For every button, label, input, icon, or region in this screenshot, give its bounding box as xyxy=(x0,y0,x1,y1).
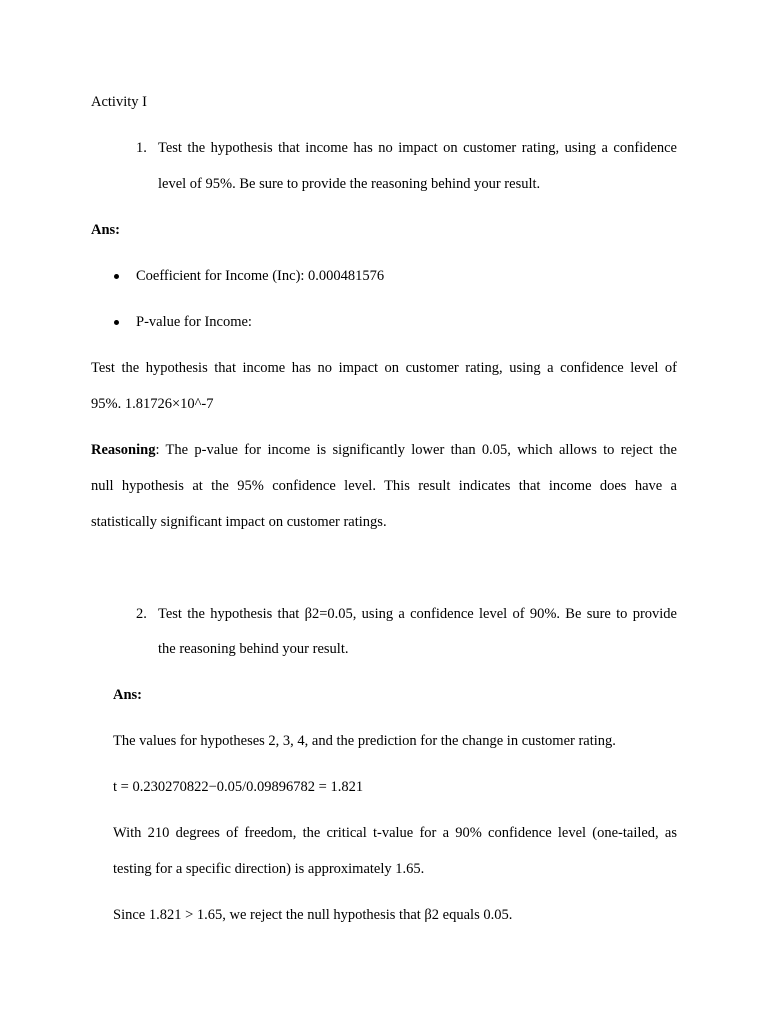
conclusion-line: Since 1.821 > 1.65, we reject the null hypothesis that β2 equals 0.05. xyxy=(113,907,513,923)
activity-heading: Activity I xyxy=(91,94,147,110)
bullet-text: P-value for Income: xyxy=(136,314,252,330)
question-1-number: 1. xyxy=(136,140,147,156)
restatement-line-2: 95%. 1.81726×10^-7 xyxy=(91,396,214,412)
reasoning-line-3: statistically significant impact on customer ratings. xyxy=(91,514,387,530)
question-1-line-2: level of 95%. Be sure to provide the reasoning behind your result. xyxy=(158,176,541,192)
dof-line-2: testing for a specific direction) is approximately 1.65. xyxy=(113,861,425,877)
answer-2-label: Ans: xyxy=(113,687,143,703)
reasoning-line-1-text: : The p-value for income is significantly lower than 0.05, which allows to reject the xyxy=(155,442,677,458)
reasoning-label: Reasoning xyxy=(91,442,156,458)
t-statistic-line: t = 0.230270822−0.05/0.09896782 = 1.821 xyxy=(113,779,364,795)
restatement-line-1: Test the hypothesis that income has no impact on customer rating, using a confidence level of xyxy=(91,360,677,376)
bullet-text: Coefficient for Income (Inc): 0.000481576 xyxy=(136,268,385,284)
question-2-line-1: Test the hypothesis that β2=0.05, using a confidence level of 90%. Be sure to provide xyxy=(158,606,677,622)
reasoning-line-2: null hypothesis at the 95% confidence level. This result indicates that income does have a xyxy=(91,478,677,494)
question-1-line-1: Test the hypothesis that income has no impact on customer rating, using a confidence xyxy=(158,140,677,156)
question-2-line-2: the reasoning behind your result. xyxy=(158,641,349,657)
question-2-number: 2. xyxy=(136,606,147,622)
bullet-icon xyxy=(114,320,119,325)
answer-1-label: Ans: xyxy=(91,222,121,238)
dof-line-1: With 210 degrees of freedom, the critical t-value for a 90% confidence level (one-tailed, as xyxy=(113,825,677,841)
reasoning-line-1 xyxy=(91,441,677,459)
values-line: The values for hypotheses 2, 3, 4, and the prediction for the change in customer rating. xyxy=(113,733,616,749)
bullet-icon xyxy=(114,274,119,279)
